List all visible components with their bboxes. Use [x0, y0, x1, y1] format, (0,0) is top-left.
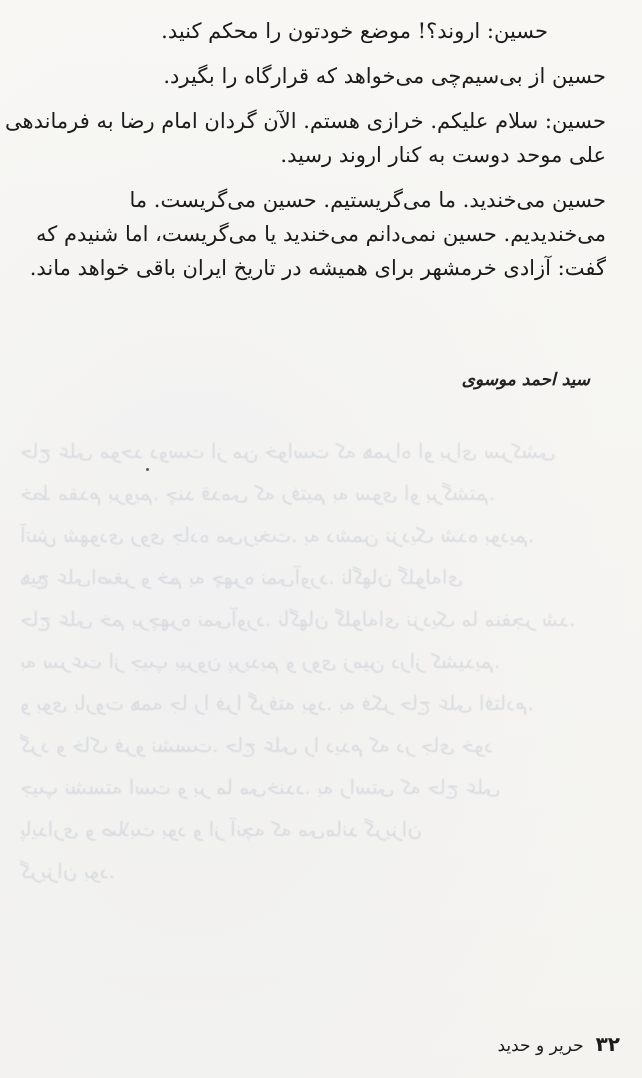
running-title: حریر و حدید	[497, 1036, 584, 1056]
text-line: حسین می‌خندید. ما می‌گریستیم. حسین می‌گریست. ما	[129, 188, 606, 212]
show-through-line: گرد و خاک فرو نشست. حاج علی را دیدم که در جای خود	[20, 733, 493, 757]
show-through-line: حاج علی خم برچهره نمی‌آورد. ناگهان گلوله‌ای نزدیک ما منفجر شد.	[20, 607, 576, 631]
text-line: حسین: سلام علیکم. خرازی هستم. الآن گردان امام رضا به فرماندهی	[5, 109, 606, 133]
show-through-line: به سرعت از جیپ بیرون پریدیم و روی زمین دراز کشیدیم.	[20, 649, 501, 673]
text-line: حسین از بی‌سیم‌چی می‌خواهد که قرارگاه را بگیرد.	[163, 64, 606, 88]
show-through-line: خط مقدم برویم. چند قدمی که رفتیم به سوی او برگشتم.	[20, 481, 496, 505]
text-line: گفت: آزادی خرمشهر برای همیشه در تاریخ ایران باقی خواهد ماند.	[29, 256, 606, 280]
show-through-line: هیچ علی‌اصغر و خم به چهره نمی‌آورد. ناگهان گلوله‌ای	[20, 565, 464, 589]
paragraph	[0, 59, 624, 93]
show-through-line: جیپ نشسته است و بر ما می‌خندد. به راستی که حاج علی	[20, 775, 501, 799]
text-line: حسین: اروند؟! موضع خودتون را محکم کنید.	[161, 19, 548, 43]
show-through-line: پایداری و صلابت بود و از آنچه که می‌ماند گریزان	[20, 817, 422, 841]
paragraph	[0, 14, 624, 48]
show-through-line: و بوی باروت همه جا را فرا گرفته بود. به فکر حاج علی افتادم.	[20, 691, 534, 715]
body-text	[0, 14, 624, 285]
show-through-text	[20, 430, 620, 892]
text-line: علی موحد دوست به کنار اروند رسید.	[280, 143, 606, 167]
page-footer	[497, 1032, 620, 1056]
show-through-line: آتش شهودی روی جاده می‌ریخت. به دشمن نزدیک شده بودیم.	[20, 523, 535, 547]
paragraph	[0, 104, 624, 172]
show-through-line: حاج علی موحد دوست از من خواست که همراه او برای سرکشی	[20, 439, 556, 463]
page-number: ۳۲	[595, 1032, 620, 1056]
show-through-line: گریزان بود.	[20, 859, 115, 883]
ink-speck	[146, 468, 149, 471]
text-line: می‌خندیدیم. حسین نمی‌دانم می‌خندید یا می‌گریست، اما شنیدم که	[36, 222, 606, 246]
paragraph	[0, 183, 624, 285]
author-signature: سید احمد موسوی	[461, 370, 590, 390]
